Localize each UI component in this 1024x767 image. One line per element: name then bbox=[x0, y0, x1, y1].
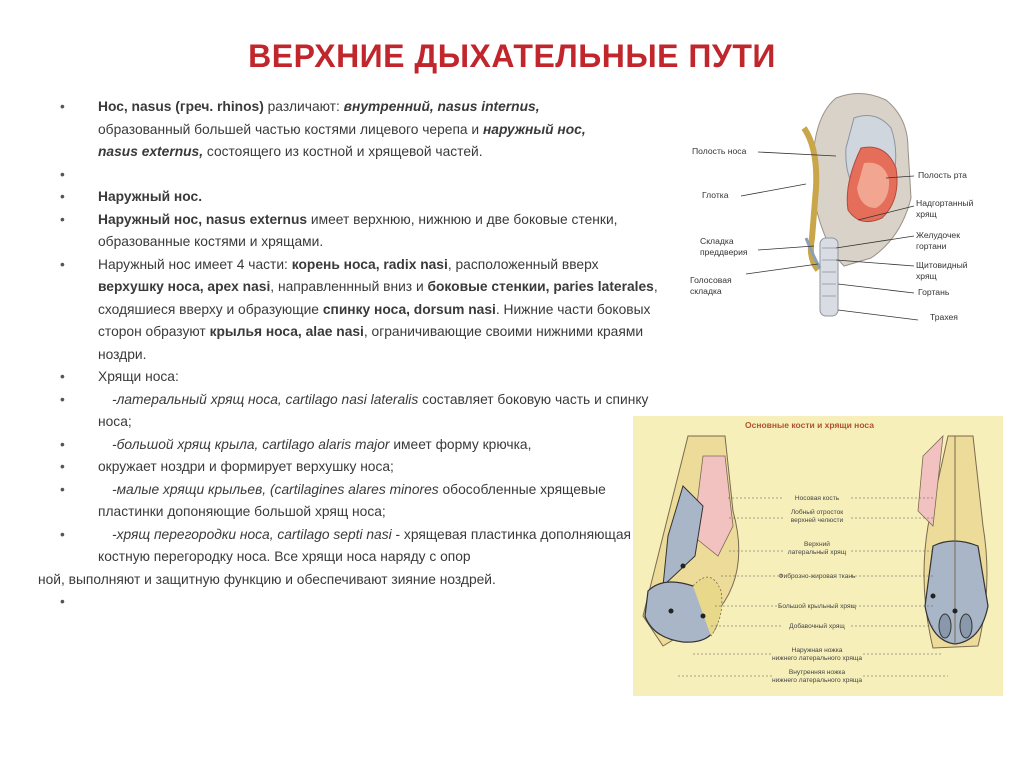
text-span: - хрящевая пластинка дополняющая костную перегородку носа. Все хрящи носа наряду с опор bbox=[98, 526, 631, 564]
left-nose-illustration bbox=[643, 436, 739, 646]
text-span: ной, выполняют и защитную функцию и обеспечивают зияние ноздрей. bbox=[38, 571, 496, 587]
text-span: верхушку носа, apex nasi bbox=[98, 279, 271, 294]
label-pharynx: Глотка bbox=[702, 190, 729, 200]
text-span: -малые хрящи крыльев, (cartilagines alares minores bbox=[112, 481, 439, 497]
text-span: Наружный нос имеет 4 части: bbox=[98, 256, 292, 272]
text-span: внутренний, nasus internus, bbox=[343, 99, 540, 114]
text-span: обособленные хрящевые пластинки допоняющие большой хрящ носа; bbox=[98, 481, 606, 519]
text-span: Наружный нос, nasus externus bbox=[98, 211, 308, 227]
label-oral-cavity: Полость рта bbox=[918, 170, 967, 180]
label-frontal-process: Лобный отросток верхней челюсти bbox=[790, 509, 844, 524]
list-item bbox=[60, 366, 670, 389]
label-major-alar: Большой крыльный хрящ bbox=[778, 603, 856, 610]
list-item-empty bbox=[60, 164, 670, 187]
text-span: -латеральный хрящ носа, cartilago nasi lateralis bbox=[112, 391, 419, 407]
label-nasal-cavity: Полость носа bbox=[692, 146, 747, 156]
list-item bbox=[60, 479, 670, 524]
slide-title: ВЕРХНИЕ ДЫХАТЕЛЬНЫЕ ПУТИ bbox=[248, 38, 776, 74]
label-epiglottis: Надгортанный хрящ bbox=[916, 198, 974, 219]
text-span: крылья носа, alae nasi bbox=[209, 324, 364, 339]
text-span: Хрящи носа: bbox=[98, 369, 179, 384]
text-span: образованный большей частью костями лицевого черепа и bbox=[98, 121, 483, 137]
label-vestibular-fold: Складка преддверия bbox=[700, 236, 748, 257]
text-span: -большой хрящ крыла, cartilago alaris major bbox=[112, 436, 390, 452]
label-ventricle: Желудочек гортани bbox=[916, 230, 960, 251]
list-item bbox=[38, 524, 670, 592]
label-thyroid: Щитовидный хрящ bbox=[916, 260, 968, 281]
label-accessory: Добавочный хрящ bbox=[789, 623, 845, 630]
list-item bbox=[60, 209, 670, 254]
nasal-cartilage-figure bbox=[633, 416, 1003, 696]
text-body bbox=[38, 96, 670, 614]
text-span: имеет верхнюю, нижнюю и две боковые стенки, образованные костями и хрящами. bbox=[98, 211, 618, 249]
text-span: корень носа, radix nasi bbox=[291, 256, 448, 272]
text-span: наружный нос, bbox=[482, 121, 586, 137]
label-larynx: Гортань bbox=[918, 287, 950, 297]
label-lateral-crus: Наружная ножка нижнего латерального хряща bbox=[771, 647, 863, 662]
text-span: Нос, nasus (греч. rhinos) bbox=[98, 99, 264, 114]
text-span: спинку носа, dorsum nasi bbox=[322, 301, 496, 317]
text-span: составляет боковую часть и спинку носа; bbox=[98, 391, 649, 429]
text-span: , расположенный вверх bbox=[447, 256, 599, 272]
text-span: nasus externus, bbox=[98, 144, 204, 159]
list-item bbox=[60, 186, 670, 209]
list-item bbox=[60, 96, 670, 164]
list-item bbox=[60, 434, 670, 457]
text-span: . Нижние части боковых сторон образуют bbox=[98, 301, 651, 339]
airway-illustration bbox=[804, 93, 911, 316]
text-span: , ограничивающие своими нижними краями ноздри. bbox=[98, 324, 644, 362]
label-fibrofatty: Фиброзно-жировая ткань bbox=[778, 573, 856, 580]
text-span: окружает ноздри и формирует верхушку носа; bbox=[98, 459, 394, 474]
text-span: -хрящ перегородки носа, cartilago septi nasi bbox=[112, 526, 392, 542]
text-span: состоящего из костной и хрящевой частей. bbox=[203, 144, 483, 159]
text-span: , сходяшиеся вверху и образующие bbox=[98, 279, 658, 317]
text-span: боковые стенкии, paries laterales bbox=[427, 279, 654, 294]
label-upper-lateral: Верхний латеральный хрящ bbox=[787, 541, 847, 556]
right-nose-illustration bbox=[918, 436, 988, 648]
label-vocal-fold: Голосовая складка bbox=[690, 275, 732, 296]
label-nasal-bone: Носовая кость bbox=[794, 495, 840, 502]
text-span: Наружный нос. bbox=[98, 189, 203, 204]
list-item bbox=[60, 254, 670, 367]
figure-title: Основные кости и хрящи носа bbox=[745, 420, 874, 430]
list-item bbox=[60, 389, 670, 434]
text-span: имеет форму крючка, bbox=[389, 436, 532, 452]
label-trachea: Трахея bbox=[930, 312, 958, 322]
text-span: различают: bbox=[263, 99, 344, 114]
list-item-empty bbox=[60, 591, 670, 614]
airway-section-figure bbox=[686, 88, 996, 328]
label-medial-crus: Внутренняя ножка нижнего латерального хряща bbox=[771, 669, 863, 684]
list-item bbox=[60, 456, 670, 479]
text-span: , направленнный вниз и bbox=[270, 279, 428, 294]
